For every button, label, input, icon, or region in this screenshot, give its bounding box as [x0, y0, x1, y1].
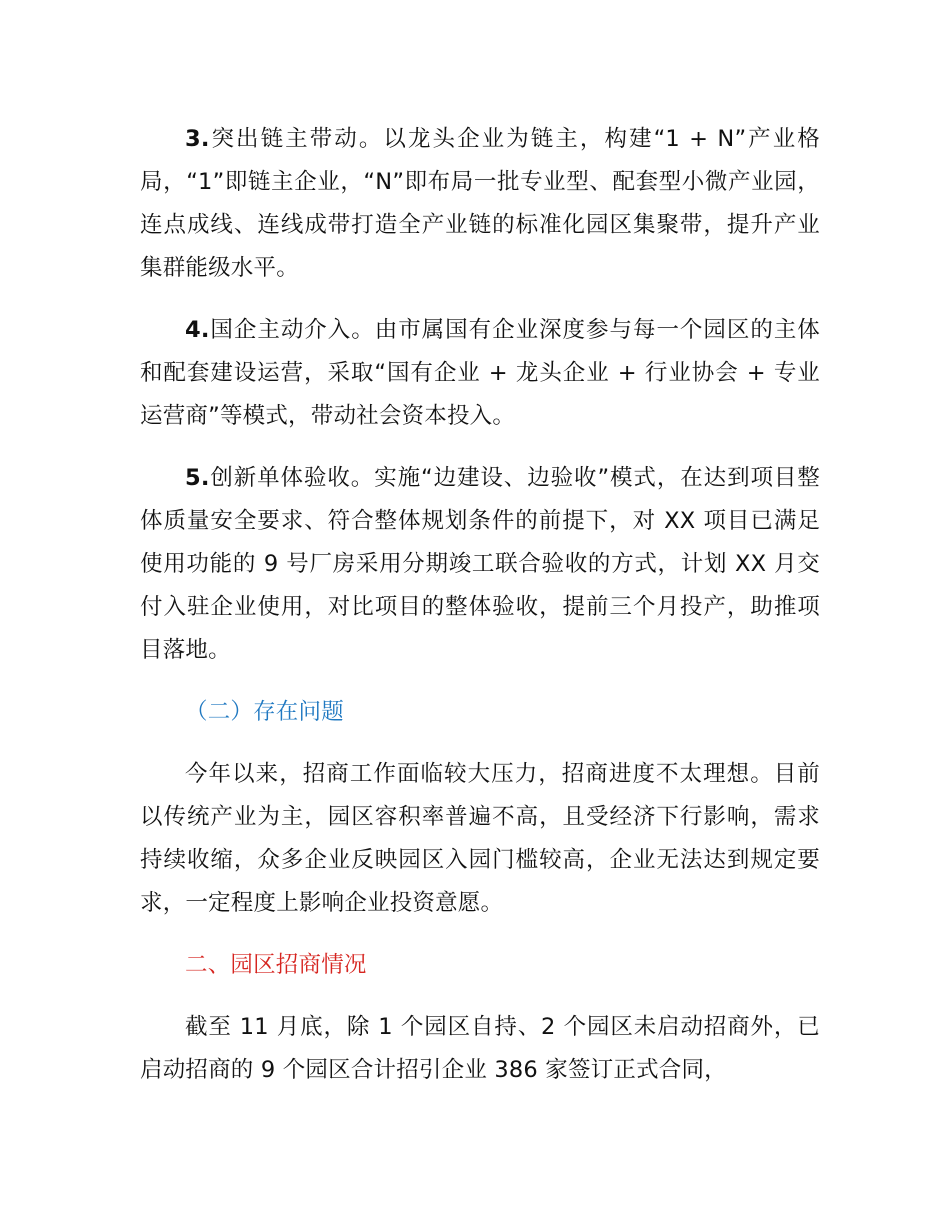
paragraph-investment: 截至 11 月底，除 1 个园区自持、2 个园区未启动招商外，已启动招商的 9 个园区合计招引企业 386 家签订正式合同，: [140, 1014, 820, 1083]
paragraph-text: 国企主动介入。由市属国有企业深度参与每一个园区的主体和配套建设运营，采取“国有企业 + 龙头企业 + 行业协会 + 专业运营商”等模式，带动社会资本投入。: [140, 317, 820, 429]
document-body: [140, 118, 820, 1092]
paragraph-problems: 今年以来，招商工作面临较大压力，招商进度不太理想。目前以传统产业为主，园区容积率普遍不高，且受经济下行影响，需求持续收缩，众多企业反映园区入园门槛较高，企业无法达到规定要求，一定程度上影响企业投资意愿。: [140, 761, 820, 916]
paragraph-item-3: [140, 118, 820, 290]
paragraph-text: 突出链主带动。以龙头企业为链主，构建“1 + N”产业格局，“1”即链主企业，“N”即布局一批专业型、配套型小微产业园，连点成线、连线成带打造全产业链的标准化园区集聚带，提升产业集群能级水平。: [140, 126, 820, 281]
paragraph-item-4: [140, 309, 820, 438]
item-number: 4.: [185, 317, 210, 343]
paragraph-text: 创新单体验收。实施“边建设、边验收”模式，在达到项目整体质量安全要求、符合整体规划条件的前提下，对 XX 项目已满足使用功能的 9 号厂房采用分期竣工联合验收的方式，计划 XX 月交付入驻企业使用，对比项目的整体验收，提前三个月投产，助推项目落地。: [140, 465, 820, 663]
section-heading-investment: 二、园区招商情况: [185, 952, 367, 978]
subheading-problems: （二）存在问题: [185, 699, 344, 725]
item-number: 3.: [185, 126, 210, 152]
paragraph-item-5: [140, 457, 820, 672]
item-number: 5.: [185, 465, 210, 491]
